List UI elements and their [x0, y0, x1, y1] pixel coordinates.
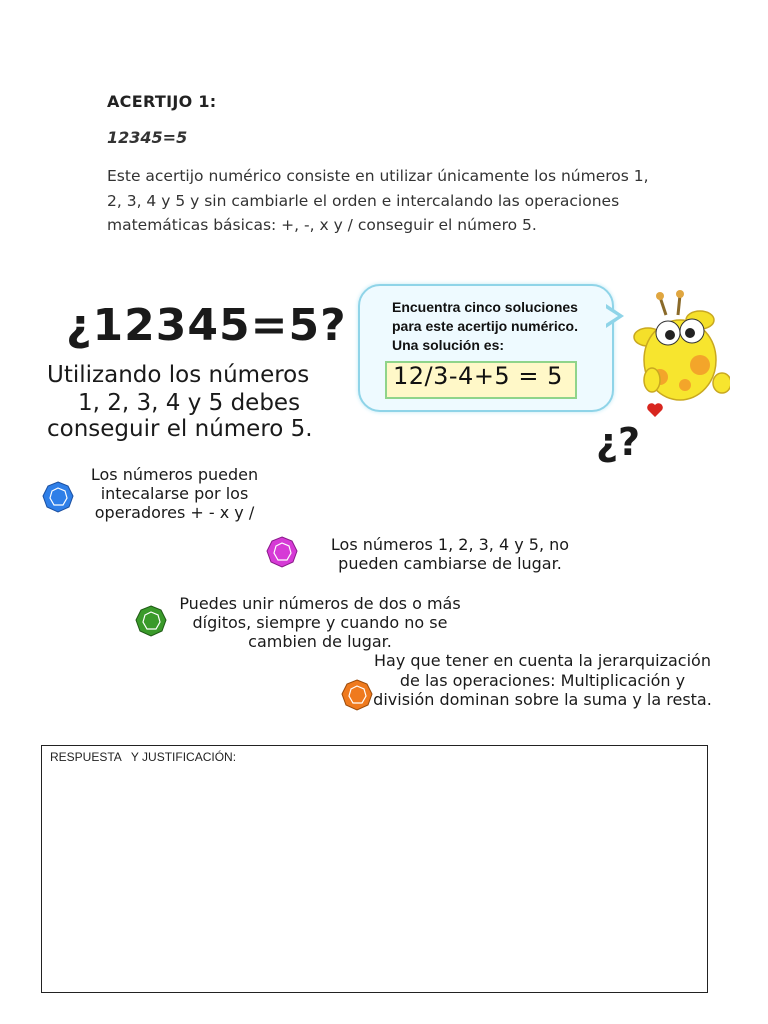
- bubble-line-2: para este acertijo numérico.: [392, 318, 578, 334]
- instruction-line-2: 1, 2, 3, 4 y 5 debes: [78, 390, 301, 416]
- instruction-line-1: Utilizando los números: [47, 362, 310, 388]
- speech-bubble-tail-inner: [604, 307, 618, 325]
- solution-text: 12/3-4+5 = 5: [393, 362, 563, 390]
- instruction-line-3: conseguir el número 5.: [47, 416, 313, 442]
- answer-label: RESPUESTA Y JUSTIFICACIÓN:: [50, 750, 237, 764]
- puzzle-title: ACERTIJO 1:: [107, 92, 217, 111]
- tip-join-digits: Puedes unir números de dos o más dígitos, siempre y cuando no se cambien de lugar.: [179, 594, 461, 651]
- heart-icon: [646, 402, 664, 418]
- tip-operators: Los números pueden intecalarse por los operadores + - x y /: [90, 465, 259, 522]
- answer-box[interactable]: [41, 745, 708, 993]
- puzzle-description: Este acertijo numérico consiste en utilizar únicamente los números 1, 2, 3, 4 y 5 y sin cambiarle el orden e intercalando las operaciones matemáticas básicas: +, -, x y / conseguir el número 5.: [107, 167, 649, 234]
- magenta-gem-icon: [266, 536, 298, 568]
- giraffe-mascot-icon: [630, 285, 730, 415]
- big-question: ¿12345=5?: [66, 300, 347, 351]
- orange-gem-icon: [341, 679, 373, 711]
- tip-hierarchy: Hay que tener en cuenta la jerarquización de las operaciones: Multiplicación y división dominan sobre la suma y la resta.: [373, 651, 712, 709]
- bubble-line-3: Una solución es:: [392, 337, 505, 353]
- puzzle-equation: 12345=5: [107, 128, 188, 147]
- tip-order: Los números 1, 2, 3, 4 y 5, no pueden cambiarse de lugar.: [330, 535, 570, 573]
- bubble-line-1: Encuentra cinco soluciones: [392, 299, 578, 315]
- green-gem-icon: [135, 605, 167, 637]
- blue-gem-icon: [42, 481, 74, 513]
- question-mark: ¿?: [596, 420, 641, 464]
